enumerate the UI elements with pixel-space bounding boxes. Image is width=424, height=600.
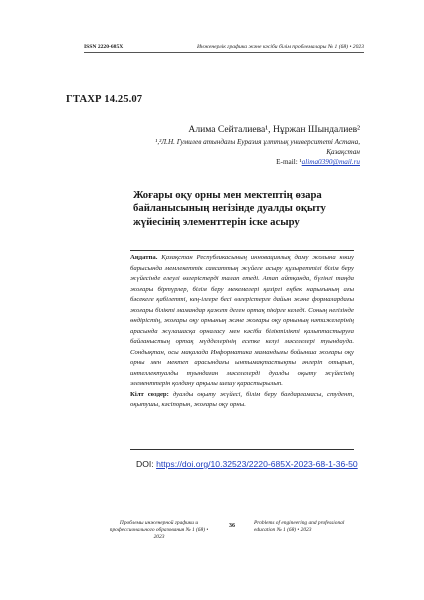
doi-link[interactable]: https://doi.org/10.32523/2220-685X-2023-68-1-36-50	[156, 459, 358, 469]
issn: ISSN 2220-685X	[84, 44, 124, 50]
abstract-bottom-rule	[130, 449, 354, 450]
running-header	[84, 44, 364, 53]
abstract-top-rule	[130, 250, 354, 251]
journal-name: Инженерлік графика және кәсіби білім проблемалары № 1 (68) • 2023	[196, 44, 364, 50]
abstract-block	[130, 253, 354, 411]
authors: Алима Сейталиева¹, Нұржан Шындалиев²	[188, 124, 360, 135]
affiliation: ¹,²Л.Н. Гумилев атындағы Еуразия ұлттық университеті Астана, Қазақстан	[155, 138, 360, 157]
email-line	[276, 157, 360, 167]
email-link[interactable]: alima0390@mail.ru	[301, 158, 360, 166]
classification-code: ГТАХР 14.25.07	[66, 94, 143, 105]
keywords-text: дуалды оқыту жүйесі, білім беру бағдарламасы, студент, оқытушы, кәсіпорын, жоғары оқу орны.	[130, 390, 354, 408]
doi-line	[136, 459, 358, 469]
abstract-text: Қазақстан Республикасының инновациялық даму жолына көшу барысында мемлекеттік саясаттың жүйеге асыру құзыреттілі білім беру жүйесінде елеулі өзгерістерді талап етеді. Атап айтқанда, бүгінгі таңда жоғары біртүрлер, білім беру мекемелері қазіргі еңбек нарығының ағы бәсекеге қабілетті, кең-ілгере бесі өзгерістерге дайын және формалардағы жоғары білікті мамандар қажет деген ортақ пікірге келеді. Соның негізінде өндірістің, жоғары оқу орнының және жоғары оқу орнының нәтижелерінің арасында жүлашасқа орналасу мен кәсіби біліктілікті қалыптастыруға байланыстың ортақ мүдделерінің есепке келуі мәселелері туындауда. Сондықтан, осы мақалада Информатика мамандығы бойынша жоғары оқу орны мен мектеп арасындағы ынтымақтастықты әнгеріп отырып, интеллектуалды туындаған мәселелерді дуалды оқыту жүйесінің элементтерін қолдану арқылы шешу қарастырылып.	[130, 254, 355, 387]
footer-right: Problems of engineering and professional education № 1 (68) • 2023	[254, 520, 345, 533]
footer-left: Проблемы инженерной графики и профессионального образования № 1 (68) • 2023	[109, 520, 209, 540]
page-number: 36	[229, 523, 235, 529]
keywords-label: Кілт сөздер:	[130, 390, 169, 398]
article-title: Жоғары оқу орны мен мектептің өзара байланысының негізінде дуалды оқыту жүйесінің элементтерін іске асыру	[133, 189, 326, 228]
abstract-label: Аңдатпа.	[130, 254, 158, 261]
email-label: E-mail: ¹	[276, 158, 302, 166]
doi-label: DOI:	[136, 459, 154, 469]
